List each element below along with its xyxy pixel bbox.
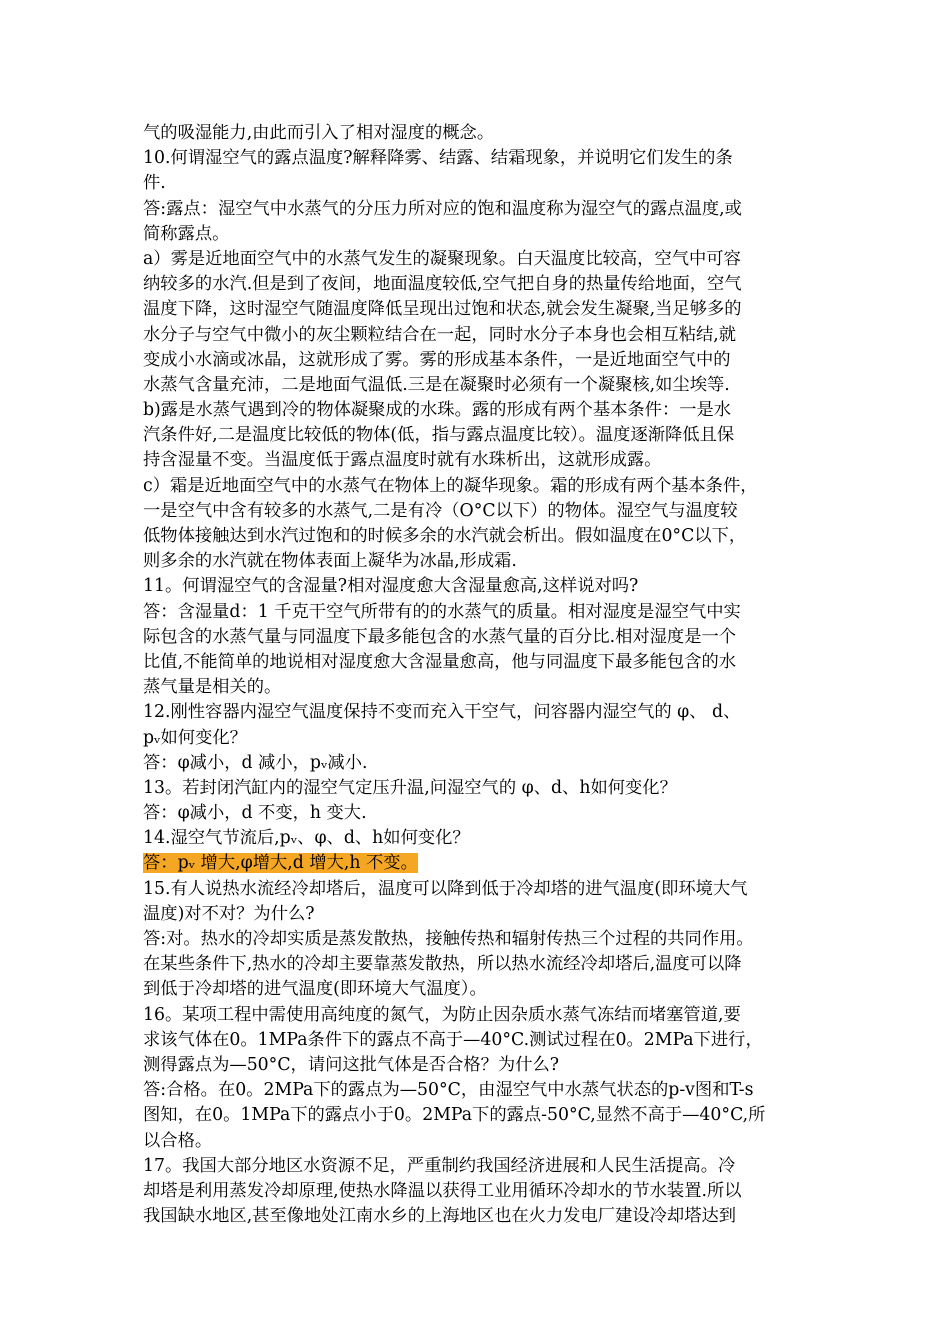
- text-line: 以合格。: [143, 1130, 213, 1151]
- text-line: 温度下降，这时湿空气随温度降低呈现出过饱和状态,就会发生凝聚,当足够多的: [143, 299, 742, 320]
- document-page: [143, 121, 815, 1229]
- text-line: pᵥ如何变化？: [143, 727, 247, 748]
- text-line: 持含湿量不变。当温度低于露点温度时就有水珠析出，这就形成露。: [143, 450, 662, 471]
- answer-14-highlighted: [143, 851, 815, 876]
- paragraph-dew: b)露是水蒸气遇到冷的物体凝聚成的水珠。露的形成有两个基本条件：一是水: [143, 400, 732, 421]
- text-line: 在某些条件下,热水的冷却主要靠蒸发散热，所以热水流经冷却塔后,温度可以降: [143, 954, 742, 975]
- answer-15: 答:对。热水的冷却实质是蒸发散热，接触传热和辐射传热三个过程的共同作用。: [143, 929, 754, 949]
- question-10: 10.何谓湿空气的露点温度?解释降雾、结露、结霜现象，并说明它们发生的条: [143, 148, 733, 169]
- text-line: 一是空气中含有较多的水蒸气,二是有冷（O°C以下）的物体。湿空气与温度较: [143, 500, 738, 521]
- highlight-mark: 答：pᵥ 增大,φ增大,d 增大,h 不变。: [143, 853, 418, 874]
- text-line: 求该气体在0。1MPa条件下的露点不高于—40°C.测试过程在0。2MPa下进行，: [143, 1029, 763, 1050]
- question-15: 15.有人说热水流经冷却塔后，温度可以降到低于冷却塔的进气温度(即环境大气: [143, 878, 748, 899]
- answer-12: 答：φ减小，d 减小，pᵥ减小.: [143, 752, 368, 773]
- text-line: 测得露点为—50°C，请问这批气体是否合格？为什么?: [143, 1054, 560, 1075]
- answer-16: 答:合格。在0。2MPa下的露点为—50°C，由湿空气中水蒸气状态的p-v图和T-s: [143, 1080, 754, 1101]
- question-13: 13。若封闭汽缸内的湿空气定压升温,问湿空气的 φ、d、h如何变化？: [143, 777, 677, 798]
- question-16: 16。某项工程中需使用高纯度的氮气，为防止因杂质水蒸气冻结而堵塞管道,要: [143, 1004, 741, 1025]
- text-line: 则多余的水汽就在物体表面上凝华为冰晶,形成霜.: [143, 551, 517, 572]
- question-11: 11。何谓湿空气的含湿量?相对湿度愈大含湿量愈高,这样说对吗?: [143, 576, 639, 597]
- answer-11: 答：含湿量d：1 千克干空气所带有的的水蒸气的质量。相对湿度是湿空气中实: [143, 601, 741, 622]
- text-line: 件.: [143, 173, 166, 194]
- paragraph-fog: a）雾是近地面空气中的水蒸气发生的凝聚现象。白天温度比较高，空气中可容: [143, 248, 741, 269]
- text-line: 图知，在0。1MPa下的露点小于0。2MPa下的露点-50°C,显然不高于—40°C,所: [143, 1105, 766, 1126]
- text-line: 气的吸湿能力,由此而引入了相对湿度的概念。: [143, 123, 495, 143]
- text-line: 水分子与空气中微小的灰尘颗粒结合在一起，同时水分子本身也会相互粘结,就: [143, 324, 737, 345]
- text-line: 温度)对不对？为什么?: [143, 903, 315, 924]
- text-line: 我国缺水地区,甚至像地处江南水乡的上海地区也在火力发电厂建设冷却塔达到: [143, 1206, 737, 1227]
- text-line: 水蒸气含量充沛，二是地面气温低.三是在凝聚时必须有一个凝聚核,如尘埃等.: [143, 374, 730, 395]
- text-line: 变成小水滴或冰晶，这就形成了雾。雾的形成基本条件，一是近地面空气中的: [143, 349, 731, 370]
- text-line: 比值,不能简单的地说相对湿度愈大含湿量愈高，他与同温度下最多能包含的水: [143, 651, 737, 672]
- answer-10: 答:露点：湿空气中水蒸气的分压力所对应的饱和温度称为湿空气的露点温度,或: [143, 198, 742, 219]
- text-line: 蒸气量是相关的。: [143, 677, 282, 698]
- question-14: 14.湿空气节流后,pᵥ、φ、d、h如何变化？: [143, 828, 470, 849]
- question-17: 17。我国大部分地区水资源不足，严重制约我国经济进展和人民生活提高。冷: [143, 1155, 736, 1176]
- text-line: 纳较多的水汽.但是到了夜间，地面温度较低,空气把自身的热量传给地面，空气: [143, 274, 742, 295]
- text-line: 际包含的水蒸气量与同温度下最多能包含的水蒸气量的百分比.相对湿度是一个: [143, 626, 737, 647]
- text-line: 却塔是利用蒸发冷却原理,使热水降温以获得工业用循环冷却水的节水装置.所以: [143, 1180, 742, 1201]
- answer-13: 答：φ减小，d 不变，h 变大.: [143, 803, 367, 824]
- question-12: 12.刚性容器内湿空气温度保持不变而充入干空气，问容器内湿空气的 φ、 d、: [143, 702, 741, 723]
- text-line: 到低于冷却塔的进气温度(即环境大气温度）。: [143, 979, 487, 1000]
- text-line: 低物体接触达到水汽过饱和的时候多余的水汽就会析出。假如温度在0°C以下，: [143, 526, 747, 546]
- text-line: 简称露点。: [143, 223, 230, 244]
- paragraph-frost: c）霜是近地面空气中的水蒸气在物体上的凝华现象。霜的形成有两个基本条件，: [143, 475, 758, 496]
- text-line: 汽条件好,二是温度比较低的物体(低，指与露点温度比较）。温度逐渐降低且保: [143, 425, 735, 446]
